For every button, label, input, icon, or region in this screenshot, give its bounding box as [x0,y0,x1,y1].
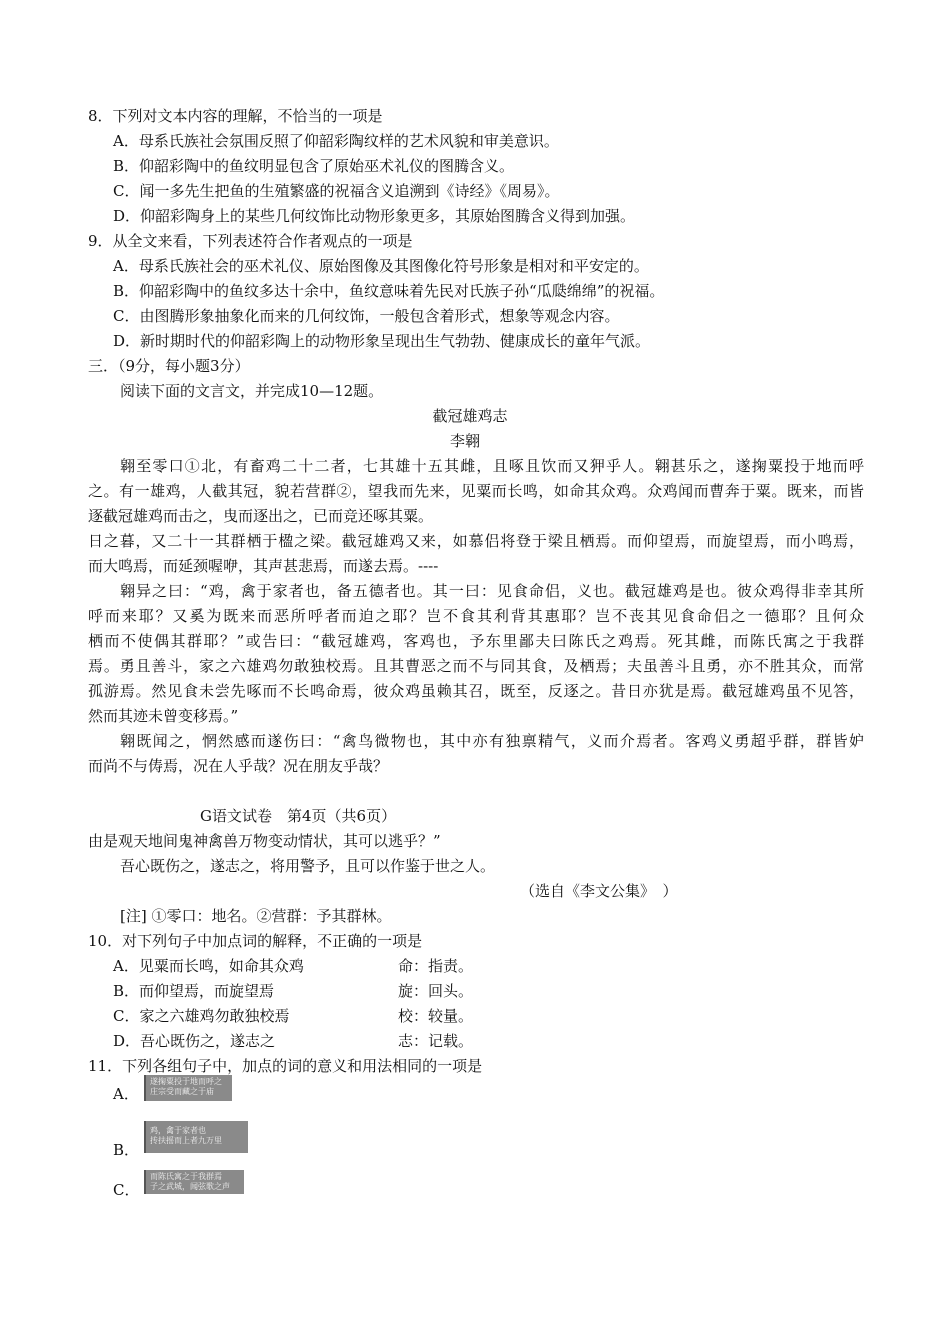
q10-option-gloss: 校：较量。 [398,1007,474,1025]
q11-option-b-image [144,1121,248,1153]
passage-line: 而尚不与俦焉，况在人乎哉？况在朋友乎哉？ [88,757,389,775]
q8-option-b: B．仰韶彩陶中的鱼纹明显包含了原始巫术礼仪的图腾含义。 [113,157,515,175]
passage-line: 日之暮，又二十一其群栖于楹之梁。截冠雄鸡又来，如慕侣将登于梁且栖焉。而仰望焉，而旋望焉，而小鸣焉， [88,532,864,550]
q9-stem: 9．从全文来看，下列表述符合作者观点的一项是 [88,232,413,250]
passage-line: 翱至零口①北，有畜鸡二十二者，七其雄十五其雌，且啄且饮而又狎乎人。翱甚乐之，遂掬粟投于地而呼 [120,457,864,475]
q9-option-b: B．仰韶彩陶中的鱼纹多达十余中，鱼纹意味着先民对氏族子孙“瓜瓞绵绵”的祝福。 [113,282,665,300]
q10-option-sentence: C．家之六雄鸡勿敢独校焉 [113,1007,290,1025]
q10-stem: 10．对下列句子中加点词的解释，不正确的一项是 [88,932,423,950]
passage-line: 呼而来耶？又奚为既来而恶所呼者而迫之耶？岂不食其利背其惠耶？岂不丧其见食命侣之一德耶？且何众 [88,607,864,625]
passage-title: 截冠雄鸡志 [432,407,508,425]
passage-line: 栖而不使偶其群耶？”或告曰：“截冠雄鸡，客鸡也，予东里鄙夫曰陈氏之鸡焉。死其雌，而陈氏寓之于我群 [88,632,864,650]
page-footer: G语文试卷 第4页（共6页） [200,807,397,825]
q10-option-sentence: D．吾心既伤之，遂志之 [113,1032,276,1050]
passage-line: 吾心既伤之，遂志之，将用警予，且可以作鉴于世之人。 [120,857,496,875]
q11-image-line: 抟扶摇而上者九万里 [150,1136,222,1145]
passage-source: （选自《李文公集》 ） [520,882,678,900]
q11-option-b-label: B． [113,1141,140,1159]
q11-image-line: 庄宗受而藏之于庙 [150,1087,214,1096]
q8-stem: 8．下列对文本内容的理解，不恰当的一项是 [88,107,383,125]
q11-option-a-image [144,1075,232,1101]
q8-option-d: D．仰韶彩陶身上的某些几何纹饰比动物形象更多，其原始图腾含义得到加强。 [113,207,636,225]
passage-author: 李翱 [449,432,480,450]
passage-line: 由是观天地间鬼神禽兽万物变动情状，其可以逃乎？” [88,832,441,850]
passage-line: 孤游焉。然见食未尝先啄而不长鸣命焉，彼众鸡虽赖其召，既至，反逐之。昔日亦犹是焉。截冠雄鸡虽不见答， [88,682,864,700]
q11-option-c-label: C． [113,1181,140,1199]
passage-line: 之。有一雄鸡，人截其冠，貌若营群②，望我而先来，见粟而长鸣，如命其众鸡。众鸡闻而曹奔于粟。既来，而皆 [88,482,864,500]
q9-option-a: A．母系氏族社会的巫术礼仪、原始图像及其图像化符号形象是相对和平安定的。 [113,257,649,275]
passage-line: 翱既闻之，惘然感而遂伤曰：“禽鸟微物也，其中亦有独禀精气，义而介焉者。客鸡义勇超乎群，群皆妒 [120,732,864,750]
q11-option-a-label: A． [113,1085,139,1103]
passage-line: 逐截冠雄鸡而击之，曳而逐出之，已而竞还啄其粟。 [88,507,434,525]
q9-option-d: D．新时期时代的仰韶彩陶上的动物形象呈现出生气勃勃、健康成长的童年气派。 [113,332,651,350]
passage-line: 焉。勇且善斗，家之六雄鸡勿敢独校焉。且其曹恶之而不与同其食，及栖焉；夫虽善斗且勇，亦不胜其众，而常 [88,657,864,675]
passage-line: 而大鸣焉，而延颈喔咿，其声甚悲焉，而遂去焉。---- [88,557,439,575]
q10-option-gloss: 旋：回头。 [398,982,474,1000]
q11-stem: 11．下列各组句子中，加点的词的意义和用法相同的一项是 [88,1057,483,1075]
passage-line: 然而其迹未曾变移焉。” [88,707,239,725]
q11-image-line: 鸡，禽于家者也 [150,1126,206,1135]
passage-line: 翱异之曰：“鸡，禽于家者也，备五德者也。其一曰：见食命侣，义也。截冠雄鸡是也。彼众鸡得非幸其所 [120,582,864,600]
q8-option-c: C．闻一多先生把鱼的生殖繁盛的祝福含义追溯到《诗经》《周易》。 [113,182,560,200]
footnote: [注] ①零口：地名。②营群：予其群林。 [120,907,392,925]
q9-option-c: C．由图腾形象抽象化而来的几何纹饰，一般包含着形式，想象等观念内容。 [113,307,620,325]
section-intro: 阅读下面的文言文，并完成10—12题。 [120,382,384,400]
q10-option-gloss: 命：指责。 [398,957,474,975]
q10-option-sentence: B．而仰望焉，而旋望焉 [113,982,275,1000]
q10-option-gloss: 志：记载。 [398,1032,474,1050]
q8-option-a: A．母系氏族社会氛围反照了仰韶彩陶纹样的艺术风貌和审美意识。 [113,132,559,150]
section-heading: 三．（9分，每小题3分） [88,357,250,375]
q10-option-sentence: A．见粟而长鸣，如命其众鸡 [113,957,304,975]
q11-option-c-image [144,1170,244,1194]
q11-image-line: 子之武城，闻弦歌之声 [150,1182,230,1191]
q11-image-line: 遂掬粟投于地而呼之 [150,1077,222,1086]
q11-image-line: 而陈氏寓之于我群焉 [150,1172,222,1181]
